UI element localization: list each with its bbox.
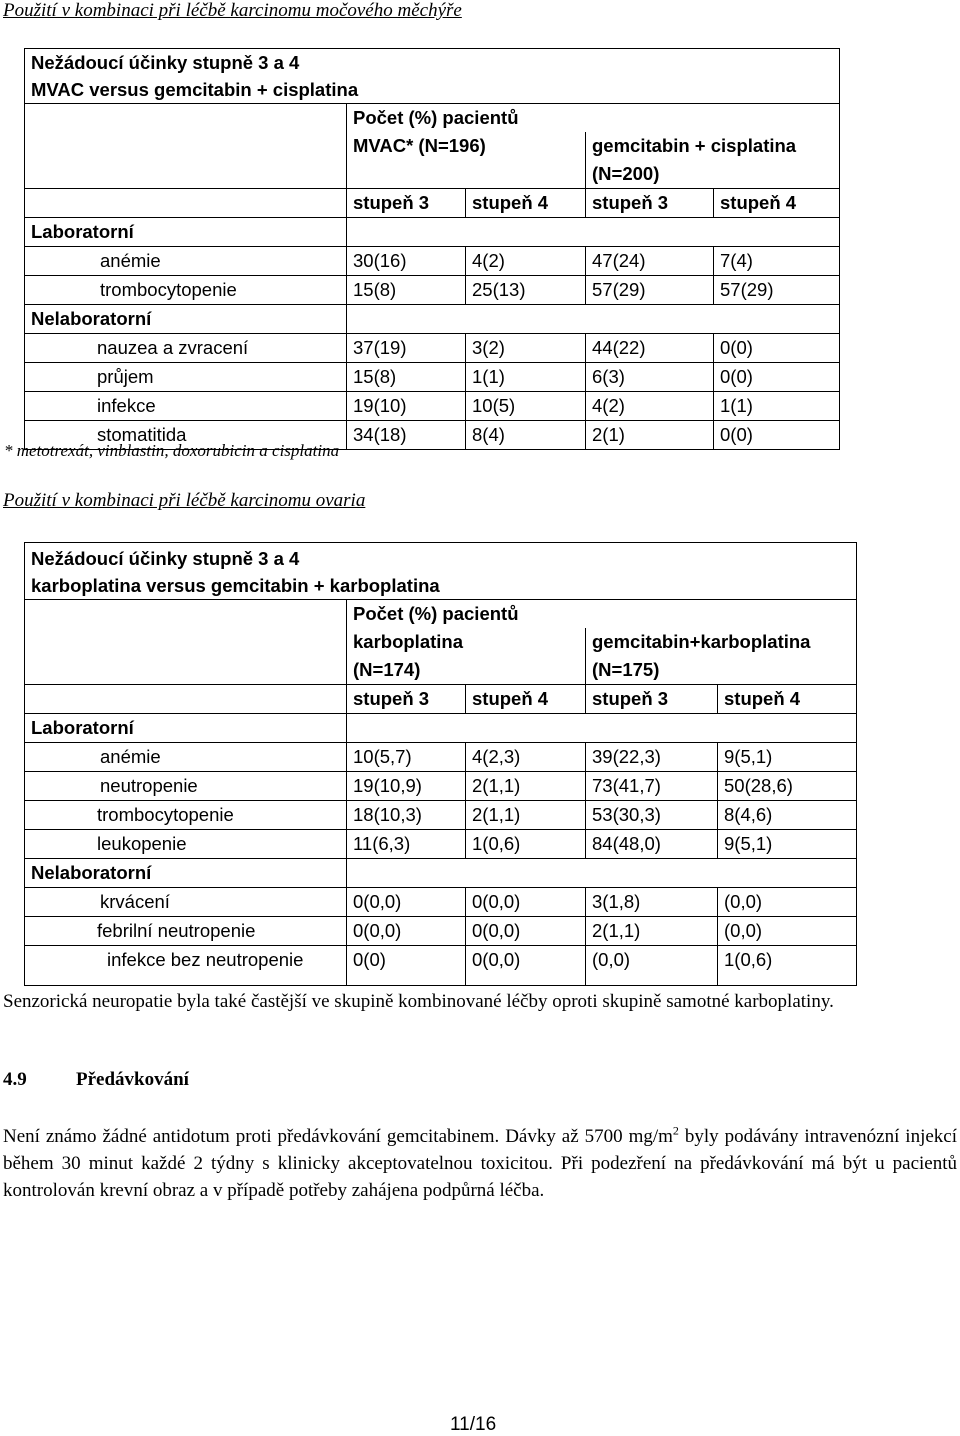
neuropathy-note: Senzorická neuropatie byla také častější ve skupině kombinované léčby oproti skupině samotné karboplatiny. — [3, 991, 834, 1012]
table-row: nauzea a zvracení 37(19) 3(2) 44(22) 0(0) — [25, 334, 840, 363]
table-row: stomatitida 34(18) 8(4) 2(1) 0(0) — [25, 421, 840, 450]
table-row: febrilní neutropenie 0(0,0) 0(0,0) 2(1,1) (0,0) — [25, 917, 857, 946]
grade-cell: stupeň 4 — [718, 685, 857, 714]
category-lab: Laboratorní — [25, 218, 347, 247]
caption-line1: Nežádoucí účinky stupně 3 a 4 — [31, 548, 300, 569]
blank-header-cell — [25, 600, 347, 685]
group2-header: gemcitabin + cisplatina (N=200) — [586, 132, 840, 189]
footnote: * metotrexát, vinblastin, doxorubicin a cisplatina — [4, 441, 340, 460]
grade-cell: stupeň 3 — [586, 189, 714, 218]
blank-header-cell — [25, 104, 347, 189]
category-nonlab: Nelaboratorní — [25, 305, 347, 334]
count-header: Počet (%) pacientů — [347, 600, 857, 629]
table-row: leukopenie 11(6,3) 1(0,6) 84(48,0) 9(5,1) — [25, 830, 857, 859]
section-number: 4.9 — [3, 1069, 27, 1090]
grade-row — [25, 189, 840, 218]
table-row: trombocytopenie 18(10,3) 2(1,1) 53(30,3) 8(4,6) — [25, 801, 857, 830]
table-caption-row — [25, 49, 840, 104]
table-row: neutropenie 19(10,9) 2(1,1) 73(41,7) 50(28,6) — [25, 772, 857, 801]
grade-cell: stupeň 3 — [347, 189, 466, 218]
caption-line2: MVAC versus gemcitabin + cisplatina — [31, 79, 359, 100]
grade-cell: stupeň 3 — [586, 685, 718, 714]
table-row: infekce bez neutropenie 0(0) 0(0,0) (0,0) 1(0,6) — [25, 946, 857, 986]
count-header: Počet (%) pacientů — [347, 104, 840, 133]
grade-cell: stupeň 4 — [714, 189, 840, 218]
table-row: infekce 19(10) 10(5) 4(2) 1(1) — [25, 392, 840, 421]
category-row — [25, 859, 857, 888]
group1-header: karboplatina (N=174) — [347, 628, 586, 685]
adverse-events-table-ovarian — [24, 542, 857, 986]
table-row: krvácení 0(0,0) 0(0,0) 3(1,8) (0,0) — [25, 888, 857, 917]
grade-cell: stupeň 4 — [466, 189, 586, 218]
grade-cell: stupeň 3 — [347, 685, 466, 714]
caption-line1: Nežádoucí účinky stupně 3 a 4 — [31, 52, 300, 73]
page-number: 11/16 — [450, 1414, 497, 1435]
table-row: trombocytopenie 15(8) 25(13) 57(29) 57(29) — [25, 276, 840, 305]
adverse-events-table-bladder — [24, 48, 840, 450]
section-heading: Předávkování — [76, 1069, 189, 1090]
category-row — [25, 305, 840, 334]
table-row: průjem 15(8) 1(1) 6(3) 0(0) — [25, 363, 840, 392]
section-title-bladder: Použití v kombinaci při léčbě karcinomu močového měchýře — [3, 0, 462, 21]
table-caption-row — [25, 543, 857, 600]
group2-header: gemcitabin+karboplatina (N=175) — [586, 628, 857, 685]
table-row: anémie 30(16) 4(2) 47(24) 7(4) — [25, 247, 840, 276]
category-row — [25, 714, 857, 743]
group1-header: MVAC* (N=196) — [347, 132, 586, 189]
header-row — [25, 104, 840, 133]
header-row — [25, 600, 857, 629]
category-nonlab: Nelaboratorní — [25, 859, 347, 888]
overdose-paragraph: Není známo žádné antidotum proti předávkování gemcitabinem. Dávky až 5700 $mg/m^2$ byly podávány intravenózní injekcí během 30 minut každé 2 týdny s klinicky akceptovatelnou toxicitou. Při podezření na předávkování má být u pacientů kontrolován krevní obraz a v případě potřeby zahájena podpůrná léčba. — [3, 1123, 957, 1201]
grade-cell: stupeň 4 — [466, 685, 586, 714]
caption-line2: karboplatina versus gemcitabin + karboplatina — [31, 575, 440, 596]
section-title-ovarian: Použití v kombinaci při léčbě karcinomu ovaria — [3, 490, 366, 511]
grade-row — [25, 685, 857, 714]
category-row — [25, 218, 840, 247]
table-row: anémie 10(5,7) 4(2,3) 39(22,3) 9(5,1) — [25, 743, 857, 772]
category-lab: Laboratorní — [25, 714, 347, 743]
